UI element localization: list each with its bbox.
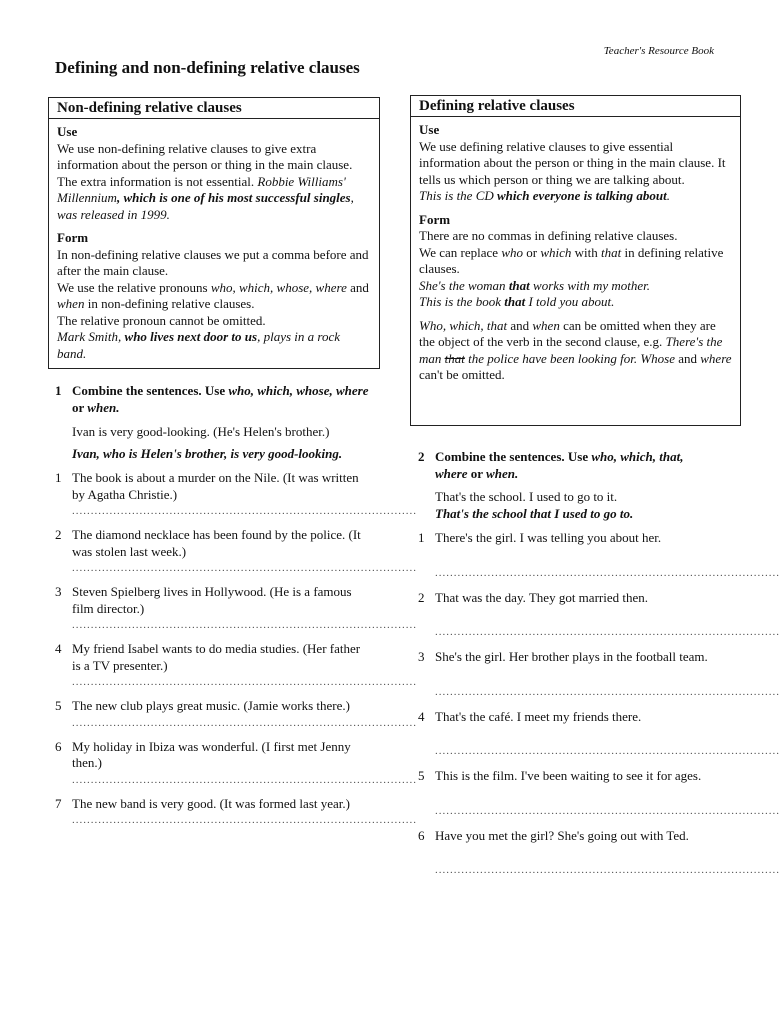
exercise-item xyxy=(418,709,718,726)
exercise-item xyxy=(418,649,718,666)
item-text: The book is about a murder on the Nile. (It was written by Agatha Christie.) xyxy=(72,470,359,502)
answer-line[interactable]: ............................................................................................ xyxy=(435,566,780,579)
book-header: Teacher's Resource Book xyxy=(603,45,714,57)
item-number: 3 xyxy=(55,584,62,599)
answer-line[interactable]: ............................................................................................ xyxy=(435,745,780,757)
non-defining-form-text: In non-defining relative clauses we put a comma before and after the main clause. We use the relative pronouns who, which, whose, where and when in non-defining relative clauses. The relative pronoun cannot be omitted. Mark Smith, who lives next door to us, plays in a rock band. xyxy=(57,246,369,361)
item-text: There's the girl. I was telling you about her. xyxy=(435,530,662,545)
exercise-item xyxy=(418,828,718,845)
item-text: The new club plays great music. (Jamie works there.) xyxy=(72,698,350,713)
exercise-item xyxy=(55,527,370,560)
exercise-1-model-answer: Ivan, who is Helen's brother, is very good-looking. xyxy=(72,445,343,461)
item-text: My friend Isabel wants to do media studies. (Her father is a TV presenter.) xyxy=(72,641,361,673)
item-text: The new band is very good. (It was formed last year.) xyxy=(72,795,350,811)
answer-line[interactable]: ............................................................................................ xyxy=(72,773,417,786)
answer-line[interactable]: ............................................................................................ xyxy=(72,676,417,688)
answer-line[interactable]: ............................................................................................ xyxy=(435,685,780,698)
item-number: 6 xyxy=(418,827,425,843)
item-text: My holiday in Ibiza was wonderful. (I first met Jenny then.) xyxy=(72,738,351,770)
item-number: 7 xyxy=(55,795,62,811)
exercise-2-items xyxy=(418,530,780,876)
answer-line[interactable]: ............................................................................................ xyxy=(72,716,417,729)
item-text: She's the girl. Her brother plays in the football team. xyxy=(435,649,708,664)
exercise-1 xyxy=(55,383,417,826)
non-defining-title: Non-defining relative clauses xyxy=(49,98,379,119)
answer-line[interactable]: ............................................................................................ xyxy=(72,505,417,517)
non-defining-use-heading: Use xyxy=(57,124,78,139)
defining-form-text: There are no commas in defining relative clauses. We can replace who or which with that in defining relative clauses. She's the woman that works with my mother. This is the book that I told you about. xyxy=(419,228,724,309)
exercise-item xyxy=(418,768,718,785)
item-text: Steven Spielberg lives in Hollywood. (He is a famous film director.) xyxy=(72,584,352,616)
exercise-item xyxy=(55,796,370,813)
item-number: 1 xyxy=(55,470,62,485)
non-defining-box xyxy=(48,97,380,369)
item-number: 4 xyxy=(55,641,62,656)
exercise-2-instruction: 2 Combine the sentences. Use who, which, that, where or when. xyxy=(418,449,684,481)
answer-line[interactable]: ............................................................................................ xyxy=(435,864,780,876)
answer-line[interactable]: ............................................................................................ xyxy=(72,562,417,574)
answer-line[interactable]: ............................................................................................ xyxy=(72,619,417,631)
item-number: 1 xyxy=(418,530,425,545)
item-text: That's the café. I meet my friends there. xyxy=(435,708,642,724)
item-number: 2 xyxy=(55,527,62,542)
exercise-2-model-answer: That's the school that I used to go to. xyxy=(435,505,634,521)
defining-form-heading: Form xyxy=(419,211,451,227)
exercise-item xyxy=(55,739,370,772)
exercise-item xyxy=(55,641,370,674)
non-defining-form-heading: Form xyxy=(57,230,89,245)
exercise-1-model: Ivan is very good-looking. (He's Helen's brother.) xyxy=(72,424,330,439)
item-number: 4 xyxy=(418,708,425,724)
exercise-2 xyxy=(418,449,780,876)
defining-omit-text: Who, which, that and when can be omitted when they are the object of the verb in the second clause, e.g. There's the man that the police have been looking for. Whose and where can't be omitted. xyxy=(419,317,732,382)
answer-line[interactable]: ............................................................................................ xyxy=(435,626,780,638)
item-text: Have you met the girl? She's going out with Ted. xyxy=(435,827,689,843)
defining-use-text: We use defining relative clauses to give essential information about the person or thing in the main clause. It tells us which person or thing we are talking about. This is the CD which everyone is talking about. xyxy=(419,138,726,203)
non-defining-use-text: We use non-defining relative clauses to give extra information about the person or thing in the main clause. The extra information is not essential. Robbie Williams' Millennium, which is one of his most successful singles, was released in 1999. xyxy=(57,140,354,222)
exercise-item xyxy=(418,590,718,607)
exercise-item xyxy=(55,698,370,715)
item-text: The diamond necklace has been found by the police. (It was stolen last week.) xyxy=(72,527,361,559)
page-title: Defining and non-defining relative clauses xyxy=(55,58,360,77)
defining-box xyxy=(410,95,741,426)
exercise-item xyxy=(55,470,370,503)
exercise-1-instruction: 1 Combine the sentences. Use who, which, whose, where or when. xyxy=(55,383,369,415)
exercise-2-model: That's the school. I used to go to it. xyxy=(435,489,618,504)
item-text: This is the film. I've been waiting to see it for ages. xyxy=(435,768,702,783)
exercise-1-items xyxy=(55,470,417,826)
item-number: 5 xyxy=(418,768,425,783)
item-number: 6 xyxy=(55,738,62,754)
exercise-item xyxy=(55,584,370,617)
answer-line[interactable]: ............................................................................................ xyxy=(72,814,417,826)
item-number: 3 xyxy=(418,649,425,664)
exercise-item xyxy=(418,530,718,547)
defining-use-heading: Use xyxy=(419,122,440,137)
item-number: 2 xyxy=(418,589,425,605)
answer-line[interactable]: ............................................................................................ xyxy=(435,804,780,817)
item-text: That was the day. They got married then. xyxy=(435,589,648,605)
item-number: 5 xyxy=(55,698,62,713)
defining-title: Defining relative clauses xyxy=(411,96,740,117)
